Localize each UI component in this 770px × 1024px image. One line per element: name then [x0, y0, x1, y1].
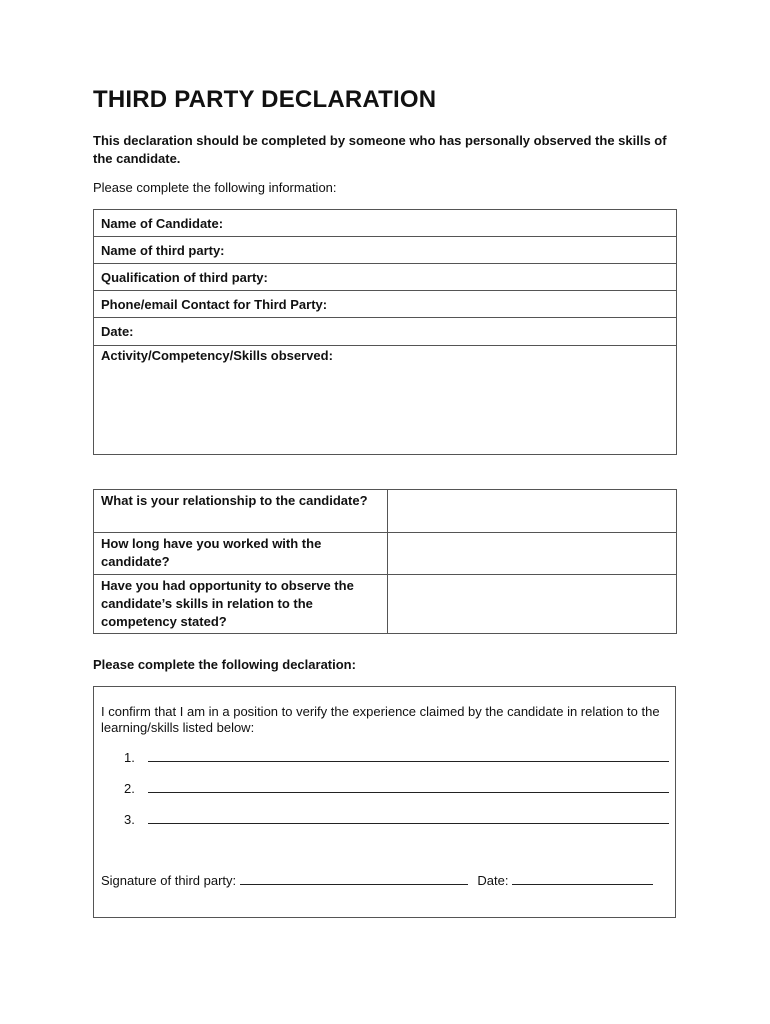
- signature-label: Signature of third party:: [101, 873, 237, 888]
- field-contact[interactable]: Phone/email Contact for Third Party:: [94, 291, 677, 318]
- field-date[interactable]: Date:: [94, 318, 677, 346]
- signature-date-line[interactable]: [512, 872, 653, 885]
- skill-line-number: 2.: [124, 781, 135, 796]
- field-skills-observed[interactable]: Activity/Competency/Skills observed:: [94, 346, 677, 455]
- field-name-of-third-party[interactable]: Name of third party:: [94, 237, 677, 264]
- skill-line-rule[interactable]: [148, 749, 669, 762]
- signature-line[interactable]: [240, 872, 468, 885]
- relationship-table: [93, 489, 677, 634]
- signature-date-label: Date:: [477, 873, 509, 888]
- question-relationship: What is your relationship to the candidate?: [94, 490, 388, 533]
- skill-line-1[interactable]: [124, 749, 669, 765]
- field-qualification[interactable]: Qualification of third party:: [94, 264, 677, 291]
- skill-line-2[interactable]: [124, 780, 669, 796]
- question-observation: Have you had opportunity to observe the candidate’s skills in relation to the competency stated?: [94, 575, 388, 634]
- skill-line-rule[interactable]: [148, 780, 669, 793]
- question-duration: How long have you worked with the candidate?: [94, 533, 388, 575]
- answer-duration[interactable]: [388, 533, 677, 575]
- page-title: THIRD PARTY DECLARATION: [93, 86, 437, 113]
- intro-text: This declaration should be completed by someone who has personally observed the skills of the candidate.: [93, 133, 667, 166]
- answer-observation[interactable]: [388, 575, 677, 634]
- candidate-info-table: [93, 209, 677, 455]
- skill-line-3[interactable]: [124, 811, 669, 827]
- field-name-of-candidate[interactable]: Name of Candidate:: [94, 210, 677, 237]
- declaration-box: [93, 686, 676, 918]
- skill-line-number: 1.: [124, 750, 135, 765]
- signature-row: [101, 872, 653, 888]
- skill-line-rule[interactable]: [148, 811, 669, 824]
- confirm-text: I confirm that I am in a position to verify the experience claimed by the candidate in relation to the learning/skills listed below:: [101, 704, 660, 735]
- answer-relationship[interactable]: [388, 490, 677, 533]
- info-prompt: Please complete the following information:: [93, 180, 337, 195]
- declaration-title: Please complete the following declaration:: [93, 657, 356, 672]
- skill-line-number: 3.: [124, 812, 135, 827]
